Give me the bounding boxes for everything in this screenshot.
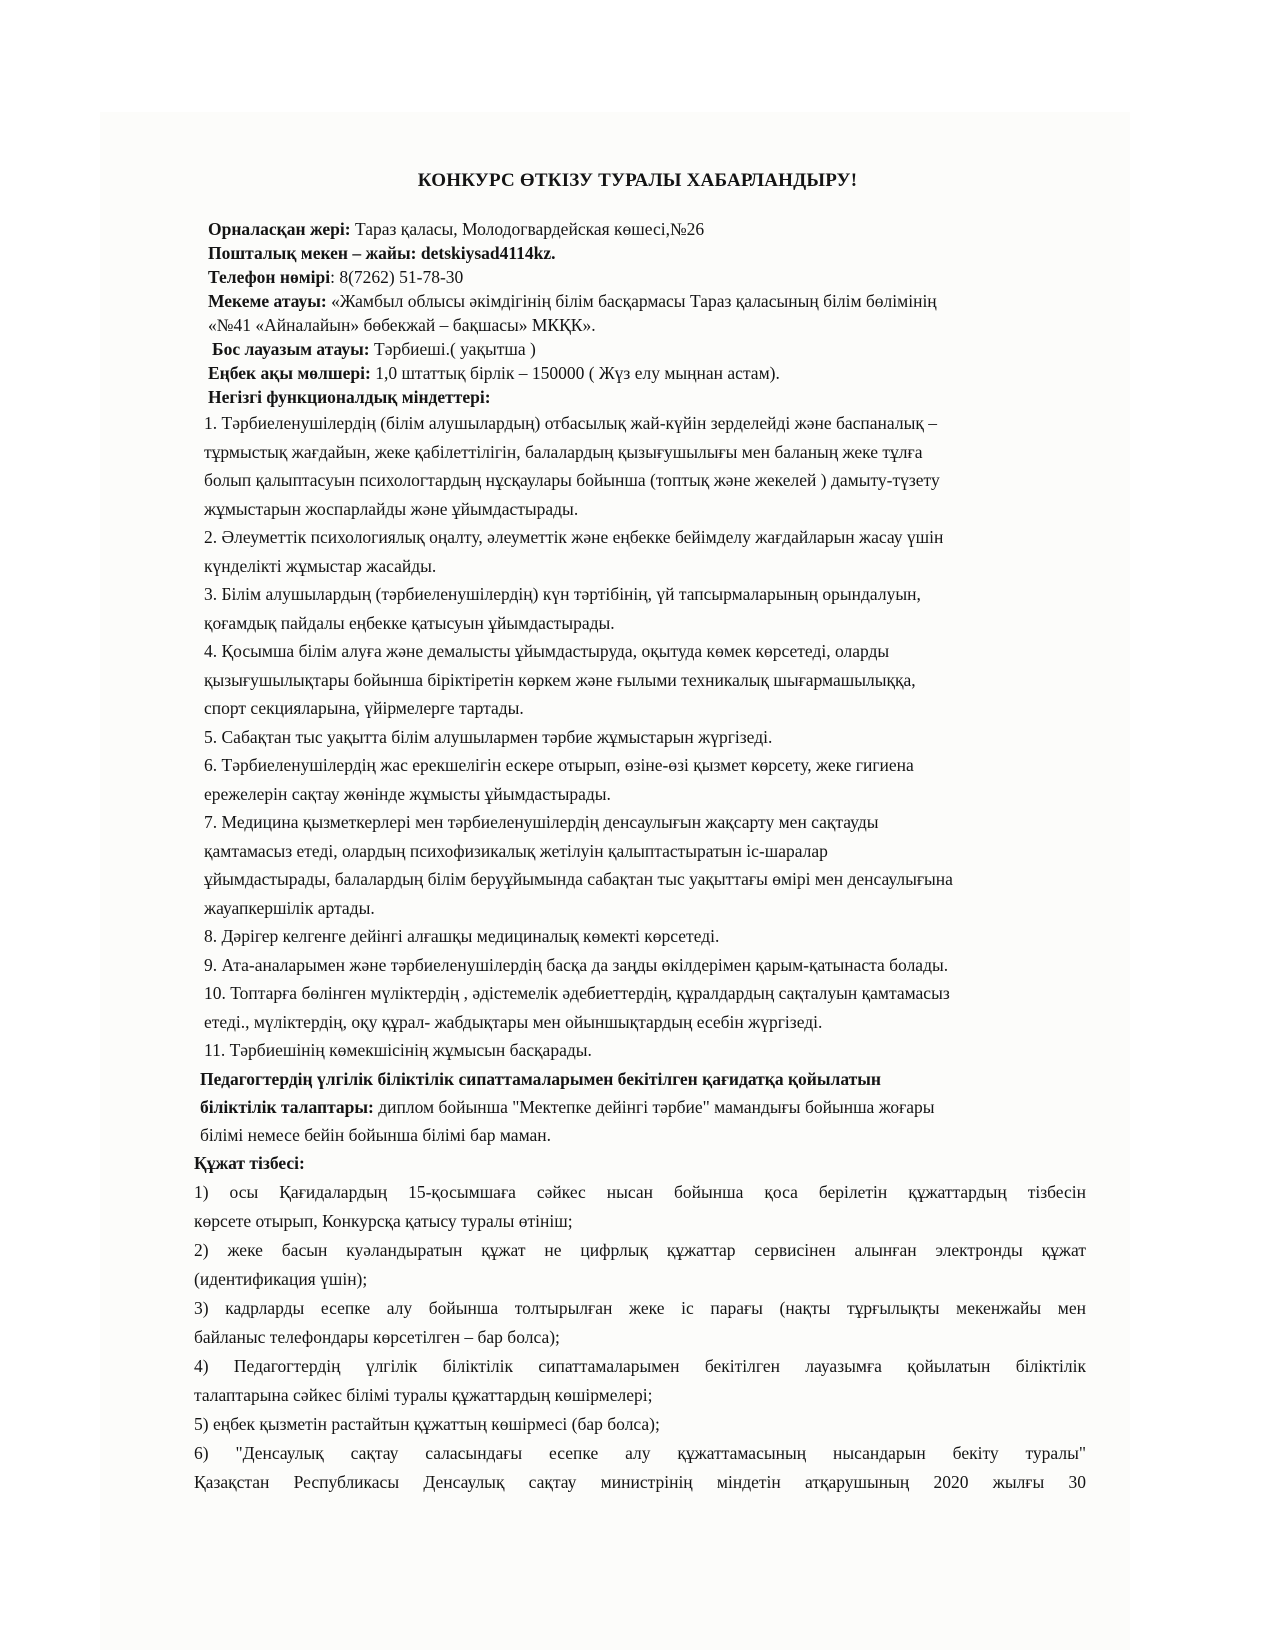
phone-value: : 8(7262) 51-78-30 bbox=[330, 267, 464, 287]
document-line: (идентификация үшін); bbox=[194, 1268, 368, 1289]
duty-line: етеді., мүліктердің, оқу құрал- жабдықтары мен ойыншықтардың есебін жүргізеді. bbox=[204, 1011, 823, 1032]
duty-line: 9. Ата-аналарымен және тәрбиеленушілердің басқа да заңды өкілдерімен қарым-қатынаста болады. bbox=[204, 954, 949, 975]
duty-line: спорт секцияларына, үйірмелерге тартады. bbox=[204, 698, 524, 718]
organization-value-1: «Жамбыл облысы әкімдігінің білім басқармасы Тараз қаласының білім бөлімінің bbox=[326, 291, 937, 311]
duty-line: қоғамдық пайдалы еңбекке қатысуын ұйымдастырады. bbox=[204, 612, 615, 633]
organization-line bbox=[208, 289, 1096, 313]
vacancy-label: Бос лауазым атауы: bbox=[212, 339, 370, 359]
document-line: 4) Педагогтердің үлгілік біліктілік сипаттамаларымен бекітілген лауазымға қойылатын біліктілік bbox=[194, 1355, 1086, 1376]
qualification-text-end: білімі немесе бейін бойынша білімі бар маман. bbox=[200, 1124, 552, 1145]
salary-label: Еңбек ақы мөлшері: bbox=[208, 363, 371, 383]
location-line bbox=[208, 217, 1096, 241]
duty-line: қамтамасыз етеді, олардың психофизикалық жетілуін қалыптастыратын іс-шаралар bbox=[204, 840, 828, 861]
duty-line: 1. Тәрбиеленушілердің (білім алушылардың) отбасылық жай-күйін зерделейді және баспаналық – bbox=[204, 413, 937, 433]
location-label: Орналасқан жері: bbox=[208, 219, 351, 239]
duty-line: жұмыстарын жоспарлайды және ұйымдастырады. bbox=[204, 498, 579, 519]
document-line: 1) осы Қағидалардың 15-қосымшаға сәйкес нысан бойынша қоса берілетін құжаттардың тізбесін bbox=[194, 1181, 1086, 1202]
vacancy-line bbox=[212, 337, 1096, 361]
qualification-heading: Педагогтердің үлгілік біліктілік сипаттамаларымен бекітілген қағидатқа қойылатын bbox=[200, 1068, 881, 1089]
document-line: 6) "Денсаулық сақтау саласындағы есепке алу құжаттамасының нысандарын бекіту туралы" bbox=[194, 1442, 1086, 1463]
organization-label: Мекеме атауы: bbox=[208, 291, 327, 311]
duty-line: тұрмыстық жағдайын, жеке қабілеттілігін, балалардың қызығушылығы мен баланың жеке тұлға bbox=[204, 441, 923, 462]
duty-line: 3. Білім алушылардың (тәрбиеленушілердің) күн тәртібінің, үй тапсырмаларының орындалуын, bbox=[204, 584, 921, 604]
salary-value: 1,0 штаттық бірлік – 150000 ( Жүз елу мыңнан астам). bbox=[370, 363, 780, 383]
salary-line bbox=[208, 361, 1096, 385]
qualification-heading-end: біліктілік талаптары: bbox=[200, 1096, 374, 1117]
qualification-text: диплом бойынша "Мектепке дейінгі тәрбие" мамандығы бойынша жоғары bbox=[373, 1096, 935, 1117]
duty-line: 6. Тәрбиеленушілердің жас ерекшелігін ескере отырып, өзіне-өзі қызмет көрсету, жеке гигиена bbox=[204, 755, 914, 775]
qualification-line bbox=[200, 1093, 1096, 1121]
document-title: КОНКУРС ӨТКІЗУ ТУРАЛЫ ХАБАРЛАНДЫРУ! bbox=[417, 170, 858, 191]
document-line: Қазақстан Республикасы Денсаулық сақтау министрінің міндетін атқарушының 2020 жылғы 30 bbox=[194, 1471, 1086, 1492]
duty-line: жауапкершілік артады. bbox=[204, 897, 375, 918]
documents-heading: Құжат тізбесі: bbox=[194, 1152, 305, 1173]
document-line: 5) еңбек қызметін растайтын құжаттың көшірмесі (бар болса); bbox=[194, 1413, 660, 1434]
organization-value-2: «№41 «Айналайын» бөбекжай – бақшасы» МКҚК». bbox=[208, 315, 596, 335]
duty-line: ережелерін сақтау жөнінде жұмысты ұйымдастырады. bbox=[204, 783, 611, 804]
duty-line: ұйымдастырады, балалардың білім беруұйымында сабақтан тыс уақыттағы өмірі мен денсаулығына bbox=[204, 869, 953, 889]
location-value: Тараз қаласы, Молодогвардейская көшесі,№26 bbox=[350, 219, 705, 239]
duty-line: 7. Медицина қызметкерлері мен тәрбиеленушілердің денсаулығын жақсарту мен сақтауды bbox=[204, 812, 879, 832]
duty-line: 4. Қосымша білім алуға және демалысты ұйымдастыруда, оқытуда көмек көрсетеді, оларды bbox=[204, 641, 890, 661]
document-line: 3) кадрларды есепке алу бойынша толтырылған жеке іс парағы (нақты тұрғылықты мекенжайы мен bbox=[194, 1297, 1086, 1318]
duty-line: қызығушылықтары бойынша біріктіретін көркем және ғылыми техникалық шығармашылыққа, bbox=[204, 669, 916, 690]
postal-address-line: Пошталық мекен – жайы: detskiysad4114kz. bbox=[208, 243, 556, 263]
duties-heading: Негізгі функционалдық міндеттері: bbox=[208, 387, 491, 407]
document-line: 2) жеке басын куәландыратын құжат не цифрлық құжаттар сервисінен алынған электронды құжат bbox=[194, 1239, 1086, 1260]
duties-list bbox=[204, 409, 1096, 1065]
contact-info bbox=[208, 217, 1096, 409]
vacancy-value: Тәрбиеші.( уақытша ) bbox=[369, 339, 536, 359]
duty-line: 5. Сабақтан тыс уақытта білім алушылармен тәрбие жұмыстарын жүргізеді. bbox=[204, 726, 773, 747]
documents-section bbox=[194, 1149, 1086, 1497]
document-line: байланыс телефондары көрсетілген – бар болса); bbox=[194, 1326, 560, 1347]
duty-line: 8. Дәрігер келгенге дейінгі алғашқы медициналық көмекті көрсетеді. bbox=[204, 926, 720, 946]
duty-line: 10. Топтарға бөлінген мүліктердің , әдістемелік әдебиеттердің, құралдардың сақталуын қамтамасыз bbox=[204, 983, 950, 1003]
duty-line: болып қалыптасуын психологтардың нұсқаулары бойынша (топтық және жекелей ) дамыту-түзету bbox=[204, 470, 940, 490]
document-line: көрсете отырып, Конкурсқа қатысу туралы өтініш; bbox=[194, 1210, 573, 1231]
duty-line: 11. Тәрбиешінің көмекшісінің жұмысын басқарады. bbox=[204, 1040, 592, 1060]
qualification-section bbox=[200, 1065, 1096, 1149]
phone-line bbox=[208, 265, 1096, 289]
duty-line: 2. Әлеуметтік психологиялық оңалту, әлеуметтік және еңбекке бейімделу жағдайларын жасау үшін bbox=[204, 527, 944, 547]
phone-label: Телефон нөмірі bbox=[208, 267, 331, 287]
duty-line: күнделікті жұмыстар жасайды. bbox=[204, 555, 437, 576]
document-body bbox=[194, 217, 1096, 1497]
document-line: талаптарына сәйкес білімі туралы құжаттардың көшірмелері; bbox=[194, 1384, 653, 1405]
